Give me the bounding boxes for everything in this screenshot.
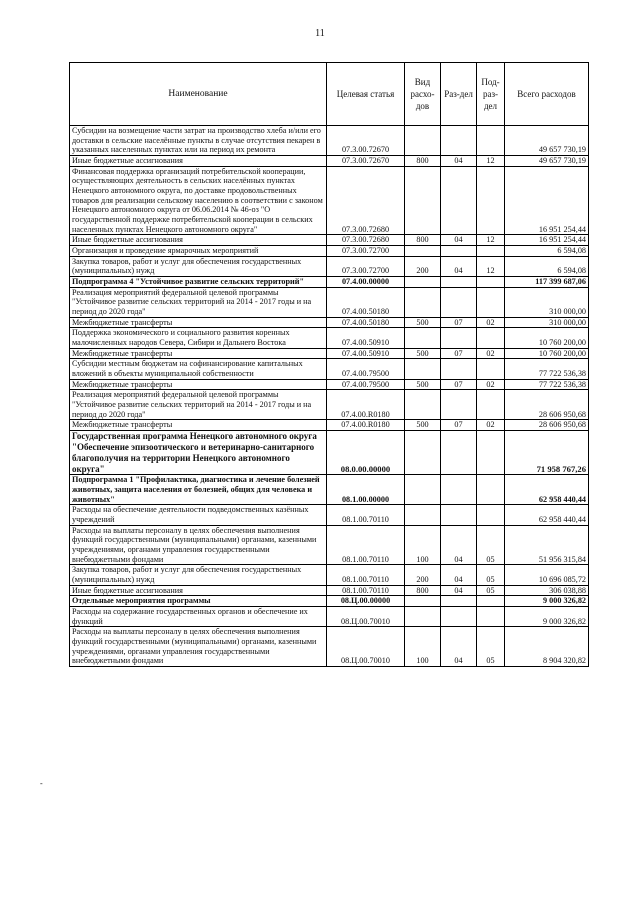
row-type-cell <box>405 475 441 505</box>
row-code-cell: 08.1.00.70110 <box>327 505 405 525</box>
table-row <box>70 627 589 667</box>
row-amount-cell: 49 657 730,19 <box>505 126 589 156</box>
row-section-cell <box>441 505 477 525</box>
row-amount-cell: 306 038,88 <box>505 585 589 596</box>
row-name-cell: Иные бюджетные ассигнования <box>70 235 327 246</box>
row-section-cell <box>441 166 477 235</box>
row-amount-cell: 16 951 254,44 <box>505 235 589 246</box>
row-type-cell <box>405 359 441 379</box>
row-type-cell <box>405 596 441 607</box>
row-type-cell: 500 <box>405 317 441 328</box>
table-row <box>70 379 589 390</box>
column-header-type: Вид расхо-дов <box>405 63 441 126</box>
row-amount-cell: 117 399 687,06 <box>505 277 589 288</box>
row-type-cell: 500 <box>405 379 441 390</box>
row-name-cell: Межбюджетные трансферты <box>70 379 327 390</box>
table-row <box>70 525 589 565</box>
row-code-cell: 08.Ц.00.70010 <box>327 607 405 627</box>
row-amount-cell: 28 606 950,68 <box>505 390 589 420</box>
table-row <box>70 505 589 525</box>
row-section-cell: 04 <box>441 235 477 246</box>
column-header-name: Наименование <box>70 63 327 126</box>
row-type-cell: 800 <box>405 235 441 246</box>
row-type-cell: 200 <box>405 256 441 276</box>
row-subsection-cell <box>477 390 505 420</box>
row-name-cell: Расходы на выплаты персоналу в целях обеспечения выполнения функций государственными (муниципальными) органами, казенными учреждениями, органами управления государственными внебюджетными фондами <box>70 627 327 667</box>
row-section-cell <box>441 475 477 505</box>
row-subsection-cell: 02 <box>477 379 505 390</box>
table-row <box>70 235 589 246</box>
row-type-cell <box>405 126 441 156</box>
row-subsection-cell <box>477 596 505 607</box>
row-subsection-cell: 05 <box>477 565 505 585</box>
row-code-cell: 07.3.00.72670 <box>327 126 405 156</box>
row-subsection-cell <box>477 287 505 317</box>
row-subsection-cell: 02 <box>477 317 505 328</box>
row-section-cell: 07 <box>441 348 477 359</box>
table-body <box>70 126 589 667</box>
row-type-cell <box>405 166 441 235</box>
column-header-subsection: Под-раз-дел <box>477 63 505 126</box>
row-code-cell: 07.3.00.72680 <box>327 235 405 246</box>
table-row <box>70 475 589 505</box>
row-code-cell: 08.Ц.00.70010 <box>327 627 405 667</box>
table-row <box>70 246 589 257</box>
table-row <box>70 359 589 379</box>
table-row <box>70 287 589 317</box>
row-amount-cell: 77 722 536,38 <box>505 359 589 379</box>
row-subsection-cell <box>477 166 505 235</box>
row-type-cell <box>405 246 441 257</box>
row-amount-cell: 10 760 200,00 <box>505 348 589 359</box>
row-name-cell: Расходы на выплаты персоналу в целях обеспечения выполнения функций государственными (муниципальными) органами, казенными учреждениями, органами управления государственными внебюджетными фондами <box>70 525 327 565</box>
row-section-cell <box>441 277 477 288</box>
table-row <box>70 317 589 328</box>
row-name-cell: Закупка товаров, работ и услуг для обеспечения государственных (муниципальных) нужд <box>70 565 327 585</box>
row-subsection-cell: 12 <box>477 256 505 276</box>
row-subsection-cell <box>477 607 505 627</box>
row-name-cell: Поддержка экономического и социального развития коренных малочисленных народов Севера, Сибири и Дальнего Востока <box>70 328 327 348</box>
row-subsection-cell: 12 <box>477 235 505 246</box>
table-row <box>70 126 589 156</box>
row-name-cell: Межбюджетные трансферты <box>70 348 327 359</box>
row-name-cell: Закупка товаров, работ и услуг для обеспечения государственных (муниципальных) нужд <box>70 256 327 276</box>
table-row <box>70 256 589 276</box>
budget-table <box>69 62 589 667</box>
row-section-cell: 04 <box>441 156 477 167</box>
row-type-cell: 800 <box>405 585 441 596</box>
row-subsection-cell <box>477 126 505 156</box>
row-amount-cell: 10 760 200,00 <box>505 328 589 348</box>
row-subsection-cell <box>477 246 505 257</box>
page-number: 11 <box>315 28 325 39</box>
row-section-cell: 04 <box>441 525 477 565</box>
row-section-cell: 04 <box>441 585 477 596</box>
row-section-cell: 07 <box>441 317 477 328</box>
row-amount-cell: 28 606 950,68 <box>505 420 589 431</box>
row-amount-cell: 10 696 085,72 <box>505 565 589 585</box>
row-code-cell: 07.4.00.79500 <box>327 359 405 379</box>
row-code-cell: 08.Ц.00.00000 <box>327 596 405 607</box>
row-subsection-cell <box>477 475 505 505</box>
row-code-cell: 07.4.00.R0180 <box>327 420 405 431</box>
row-name-cell: Расходы на обеспечение деятельности подведомственных казённых учреждений <box>70 505 327 525</box>
row-name-cell: Иные бюджетные ассигнования <box>70 156 327 167</box>
table-row <box>70 596 589 607</box>
table-row <box>70 585 589 596</box>
row-amount-cell: 77 722 536,38 <box>505 379 589 390</box>
stray-mark: - <box>40 779 43 788</box>
row-section-cell <box>441 126 477 156</box>
row-subsection-cell: 02 <box>477 348 505 359</box>
row-amount-cell: 6 594,08 <box>505 246 589 257</box>
row-type-cell <box>405 287 441 317</box>
table-row <box>70 565 589 585</box>
table-row <box>70 390 589 420</box>
table-row <box>70 166 589 235</box>
row-subsection-cell <box>477 359 505 379</box>
row-type-cell <box>405 390 441 420</box>
row-code-cell: 07.4.00.R0180 <box>327 390 405 420</box>
row-subsection-cell: 05 <box>477 585 505 596</box>
row-section-cell: 04 <box>441 256 477 276</box>
row-amount-cell: 9 000 326,82 <box>505 596 589 607</box>
row-section-cell <box>441 431 477 475</box>
row-name-cell: Межбюджетные трансферты <box>70 420 327 431</box>
row-amount-cell: 310 000,00 <box>505 287 589 317</box>
column-header-target: Целевая статья <box>327 63 405 126</box>
row-name-cell: Межбюджетные трансферты <box>70 317 327 328</box>
row-code-cell: 07.4.00.50180 <box>327 287 405 317</box>
row-amount-cell: 62 958 440,44 <box>505 475 589 505</box>
row-subsection-cell <box>477 328 505 348</box>
row-name-cell: Реализация мероприятий федеральной целевой программы "Устойчивое развитие сельских территорий на 2014 - 2017 годы и на период до 2020 года" <box>70 287 327 317</box>
row-section-cell <box>441 359 477 379</box>
row-code-cell: 08.1.00.70110 <box>327 525 405 565</box>
row-section-cell <box>441 390 477 420</box>
row-name-cell: Финансовая поддержка организаций потребительской кооперации, осуществляющих деятельность в сельских населённых пунктах Ненецкого автономного округа, по доставке продовольственных товаров для реализации сельскому населению в соответствии с законом Ненецкого автономного округа от 06.06.2014 № 46-оз "О государственной поддержке потребительской кооперации в сельских населенных пунктах Ненецкого автономного округа" <box>70 166 327 235</box>
row-amount-cell: 310 000,00 <box>505 317 589 328</box>
row-subsection-cell: 05 <box>477 525 505 565</box>
row-amount-cell: 9 000 326,82 <box>505 607 589 627</box>
row-code-cell: 07.3.00.72680 <box>327 166 405 235</box>
row-amount-cell: 49 657 730,19 <box>505 156 589 167</box>
row-name-cell: Отдельные мероприятия программы <box>70 596 327 607</box>
column-header-section: Раз-дел <box>441 63 477 126</box>
row-section-cell <box>441 328 477 348</box>
row-amount-cell: 6 594,08 <box>505 256 589 276</box>
row-subsection-cell: 02 <box>477 420 505 431</box>
row-name-cell: Субсидии на возмещение части затрат на производство хлеба и/или его доставки в сельские населённые пункты в случае отсутствия пекарен в указанных населенных пунктах или на период их ремонта <box>70 126 327 156</box>
row-name-cell: Субсидии местным бюджетам на софинансирование капитальных вложений в объекты муниципальной собственности <box>70 359 327 379</box>
row-name-cell: Реализация мероприятий федеральной целевой программы "Устойчивое развитие сельских территорий на 2014 - 2017 годы и на период до 2020 года" <box>70 390 327 420</box>
row-subsection-cell: 12 <box>477 156 505 167</box>
row-type-cell: 200 <box>405 565 441 585</box>
row-type-cell: 100 <box>405 525 441 565</box>
row-type-cell <box>405 607 441 627</box>
row-name-cell: Расходы на содержание государственных органов и обеспечение их функций <box>70 607 327 627</box>
row-amount-cell: 71 958 767,26 <box>505 431 589 475</box>
row-code-cell: 07.4.00.50180 <box>327 317 405 328</box>
row-type-cell: 500 <box>405 420 441 431</box>
row-section-cell <box>441 596 477 607</box>
row-code-cell: 07.4.00.50910 <box>327 348 405 359</box>
table-row <box>70 431 589 475</box>
table-row <box>70 348 589 359</box>
row-name-cell: Подпрограмма 4 "Устойчивое развитие сельских территорий" <box>70 277 327 288</box>
row-code-cell: 07.4.00.79500 <box>327 379 405 390</box>
table-row <box>70 420 589 431</box>
row-code-cell: 08.1.00.70110 <box>327 585 405 596</box>
row-code-cell: 07.3.00.72700 <box>327 256 405 276</box>
row-section-cell <box>441 246 477 257</box>
row-section-cell: 04 <box>441 627 477 667</box>
row-section-cell <box>441 607 477 627</box>
row-type-cell <box>405 277 441 288</box>
table-row <box>70 156 589 167</box>
row-code-cell: 07.4.00.50910 <box>327 328 405 348</box>
row-type-cell: 800 <box>405 156 441 167</box>
row-amount-cell: 51 956 315,84 <box>505 525 589 565</box>
row-subsection-cell <box>477 505 505 525</box>
row-subsection-cell: 05 <box>477 627 505 667</box>
row-code-cell: 07.3.00.72670 <box>327 156 405 167</box>
row-code-cell: 08.1.00.00000 <box>327 475 405 505</box>
column-header-total: Всего расходов <box>505 63 589 126</box>
table-row <box>70 277 589 288</box>
row-name-cell: Государственная программа Ненецкого автономного округа "Обеспечение эпизоотического и ветеринарно-санитарного благополучия на территории Ненецкого автономного округа" <box>70 431 327 475</box>
row-type-cell: 100 <box>405 627 441 667</box>
row-type-cell <box>405 328 441 348</box>
row-type-cell: 500 <box>405 348 441 359</box>
row-name-cell: Подпрограмма 1 "Профилактика, диагностика и лечение болезней животных, защита населения от болезней, общих для человека и животных" <box>70 475 327 505</box>
row-section-cell: 07 <box>441 420 477 431</box>
table-header-row <box>70 63 589 126</box>
row-code-cell: 08.0.00.00000 <box>327 431 405 475</box>
row-subsection-cell <box>477 431 505 475</box>
row-subsection-cell <box>477 277 505 288</box>
row-code-cell: 07.3.00.72700 <box>327 246 405 257</box>
row-name-cell: Организация и проведение ярмарочных мероприятий <box>70 246 327 257</box>
row-amount-cell: 62 958 440,44 <box>505 505 589 525</box>
row-name-cell: Иные бюджетные ассигнования <box>70 585 327 596</box>
row-code-cell: 08.1.00.70110 <box>327 565 405 585</box>
row-section-cell <box>441 287 477 317</box>
row-section-cell: 07 <box>441 379 477 390</box>
row-code-cell: 07.4.00.00000 <box>327 277 405 288</box>
row-type-cell <box>405 431 441 475</box>
row-amount-cell: 16 951 254,44 <box>505 166 589 235</box>
table-row <box>70 607 589 627</box>
row-section-cell: 04 <box>441 565 477 585</box>
row-type-cell <box>405 505 441 525</box>
table-row <box>70 328 589 348</box>
row-amount-cell: 8 904 320,82 <box>505 627 589 667</box>
